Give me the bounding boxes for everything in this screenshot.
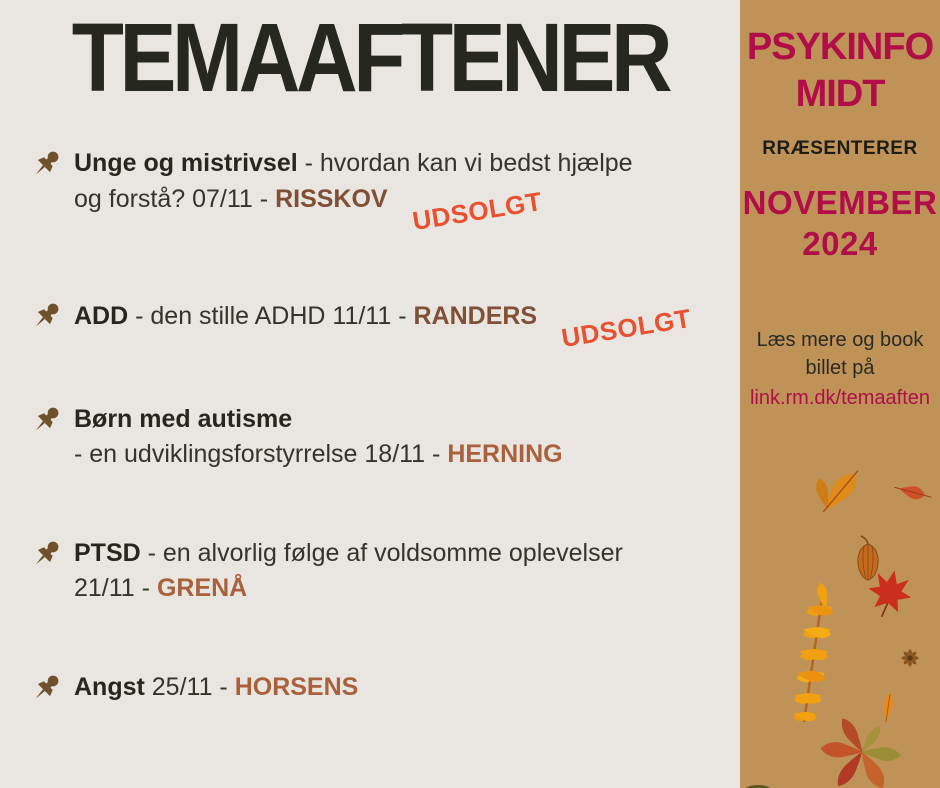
event-item-ptsd	[30, 536, 702, 606]
month-label	[740, 182, 940, 264]
event-date: 25/11 -	[144, 673, 235, 701]
brand-title	[740, 24, 940, 118]
rowan-leaf	[792, 582, 834, 723]
pushpin-icon	[30, 299, 63, 332]
event-topic: Angst	[74, 673, 145, 701]
month-line1: NOVEMBER	[742, 184, 938, 221]
event-text	[74, 146, 702, 237]
event-location: HORSENS	[234, 673, 359, 701]
event-description: - hvordan kan vi bedst hjælpe	[297, 149, 633, 177]
booking-info-line2: billet på	[805, 357, 875, 379]
booking-info	[740, 326, 940, 412]
sold-out-badge: UDSOLGT	[559, 302, 694, 354]
event-location: RISSKOV	[275, 185, 388, 213]
event-location: RANDERS	[413, 302, 538, 330]
month-line2: 2024	[802, 225, 878, 262]
event-item-unge-og-mistrivsel	[30, 146, 702, 237]
presents-label: RRÆSENTERER	[762, 138, 918, 159]
event-location: GRENÅ	[156, 574, 248, 602]
event-text	[74, 536, 702, 606]
event-date: 21/11 -	[74, 574, 157, 602]
event-text	[74, 402, 702, 472]
event-text	[74, 298, 702, 354]
physalis-pod	[858, 536, 878, 580]
event-item-angst	[30, 670, 702, 705]
event-date: - en udviklingsforstyrrelse 18/11 -	[74, 440, 448, 468]
sold-out-badge: UDSOLGT	[409, 185, 544, 237]
event-description: - den stille ADHD 11/11 -	[128, 302, 414, 330]
sidebar-panel	[740, 0, 940, 788]
event-topic: ADD	[74, 302, 129, 330]
event-item-add	[30, 298, 702, 354]
brand-line2: MIDT	[795, 73, 885, 115]
event-location: HERNING	[447, 440, 563, 468]
red-leaf	[893, 481, 933, 503]
booking-info-line1: Læs mere og book	[756, 329, 924, 351]
pushpin-icon	[30, 147, 63, 180]
creeper-leaf	[820, 715, 902, 788]
pushpin-icon	[30, 537, 63, 570]
brand-line1: PSYKINFO	[746, 26, 934, 68]
oak-leaf	[802, 453, 865, 518]
event-description: - en alvorlig følge af voldsomme oplevelser	[140, 539, 623, 567]
autumn-leaves-decor	[740, 440, 940, 788]
event-date: og forstå? 07/11 -	[74, 185, 276, 213]
pushpin-icon	[30, 403, 63, 436]
booking-link[interactable]: link.rm.dk/temaaften	[749, 387, 931, 409]
event-topic: PTSD	[74, 539, 141, 567]
event-topic: Unge og mistrivsel	[74, 149, 298, 177]
pushpin-icon	[30, 671, 63, 704]
star-anise	[901, 649, 919, 667]
event-item-boern-med-autisme	[30, 402, 702, 472]
page-title: TEMAAFTENER	[71, 3, 669, 112]
event-text	[74, 670, 702, 705]
event-topic: Børn med autisme	[74, 405, 293, 433]
oval-leaf	[882, 692, 894, 723]
